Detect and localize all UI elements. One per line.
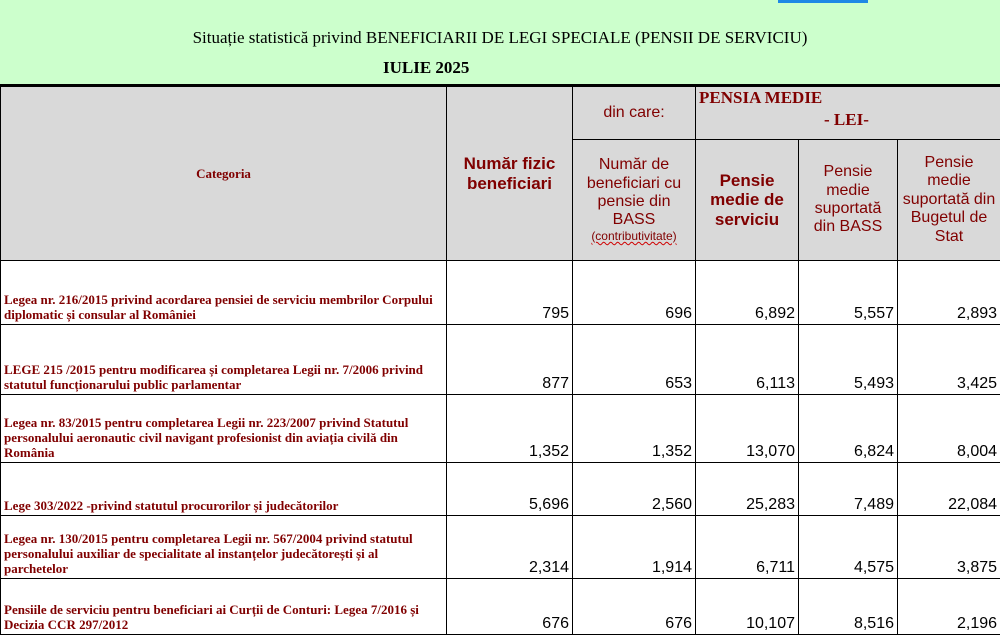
cell-pensie-serviciu[interactable]: 6,892: [696, 261, 799, 325]
cell-pensie-buget[interactable]: 3,425: [898, 325, 1000, 395]
cell-pensie-bass[interactable]: 8,516: [799, 579, 898, 635]
cell-numar-fizic[interactable]: 5,696: [447, 463, 573, 516]
report-month: IULIE 2025: [383, 58, 470, 77]
cell-pensie-buget[interactable]: 8,004: [898, 395, 1000, 463]
cell-categoria[interactable]: Legea nr. 83/2015 pentru completarea Legii nr. 223/2007 privind Statutul personalului aeronautic civil navigant profesionist din aviația civilă din România: [1, 395, 447, 463]
cell-numar-fizic[interactable]: 676: [447, 579, 573, 635]
table-row: [1, 325, 1000, 395]
table-row: [1, 463, 1000, 516]
cell-numar-fizic[interactable]: 795: [447, 261, 573, 325]
header-pensie-bass[interactable]: Pensie medie suportată din BASS: [799, 140, 898, 261]
cell-pensie-serviciu[interactable]: 6,113: [696, 325, 799, 395]
cell-pensie-serviciu[interactable]: 6,711: [696, 516, 799, 579]
cell-numar-bass[interactable]: 1,352: [573, 395, 696, 463]
beneficiaries-table: [0, 86, 1000, 635]
cell-categoria[interactable]: LEGE 215 /2015 pentru modificarea și completarea Legii nr. 7/2006 privind statutul funcționarului public parlamentar: [1, 325, 447, 395]
cell-categoria[interactable]: Legea nr. 130/2015 pentru completarea Legii nr. 567/2004 privind statutul personalului auxiliar de specialitate al instanțelor judecătorești și al parchetelor: [1, 516, 447, 579]
selection-mark: [778, 0, 868, 3]
cell-categoria[interactable]: Lege 303/2022 -privind statutul procurorilor și judecătorilor: [1, 463, 447, 516]
lei-label: - LEI-: [824, 110, 869, 130]
cell-pensie-buget[interactable]: 2,893: [898, 261, 1000, 325]
title-band: [0, 0, 1000, 86]
header-pensia-medie[interactable]: [696, 87, 1000, 140]
header-numar-fizic[interactable]: Număr fizic beneficiari: [447, 87, 573, 261]
cell-pensie-bass[interactable]: 5,493: [799, 325, 898, 395]
report-title: Situație statistică privind BENEFICIARII DE LEGI SPECIALE (PENSII DE SERVICIU): [192, 28, 808, 47]
cell-pensie-buget[interactable]: 3,875: [898, 516, 1000, 579]
cell-numar-fizic[interactable]: 1,352: [447, 395, 573, 463]
contributivitate-label: (contributivitate): [591, 228, 677, 243]
cell-pensie-bass[interactable]: 7,489: [799, 463, 898, 516]
cell-pensie-serviciu[interactable]: 13,070: [696, 395, 799, 463]
cell-numar-bass[interactable]: 1,914: [573, 516, 696, 579]
table-row: [1, 579, 1000, 635]
header-din-care[interactable]: din care:: [573, 87, 696, 140]
cell-numar-bass[interactable]: 653: [573, 325, 696, 395]
pensia-medie-label: PENSIA MEDIE: [699, 88, 823, 107]
header-pensie-serviciu[interactable]: Pensie medie de serviciu: [696, 140, 799, 261]
cell-categoria[interactable]: Legea nr. 216/2015 privind acordarea pensiei de serviciu membrilor Corpului diplomatic și consular al României: [1, 261, 447, 325]
cell-categoria[interactable]: Pensiile de serviciu pentru beneficiari ai Curții de Conturi: Legea 7/2016 și Decizia CCR 297/2012: [1, 579, 447, 635]
cell-pensie-bass[interactable]: 4,575: [799, 516, 898, 579]
cell-numar-bass[interactable]: 696: [573, 261, 696, 325]
header-categoria[interactable]: Categoria: [1, 87, 447, 261]
cell-pensie-serviciu[interactable]: 10,107: [696, 579, 799, 635]
numar-bass-label: Număr de beneficiari cu pensie din BASS: [586, 156, 682, 229]
cell-pensie-bass[interactable]: 6,824: [799, 395, 898, 463]
header-pensie-buget[interactable]: Pensie medie suportată din Bugetul de Stat: [898, 140, 1000, 261]
header-numar-bass[interactable]: [573, 140, 696, 261]
table-row: [1, 395, 1000, 463]
cell-pensie-bass[interactable]: 5,557: [799, 261, 898, 325]
cell-pensie-buget[interactable]: 2,196: [898, 579, 1000, 635]
cell-numar-fizic[interactable]: 877: [447, 325, 573, 395]
table-row: [1, 261, 1000, 325]
cell-pensie-serviciu[interactable]: 25,283: [696, 463, 799, 516]
cell-numar-bass[interactable]: 676: [573, 579, 696, 635]
cell-pensie-buget[interactable]: 22,084: [898, 463, 1000, 516]
table-row: [1, 516, 1000, 579]
cell-numar-fizic[interactable]: 2,314: [447, 516, 573, 579]
cell-numar-bass[interactable]: 2,560: [573, 463, 696, 516]
